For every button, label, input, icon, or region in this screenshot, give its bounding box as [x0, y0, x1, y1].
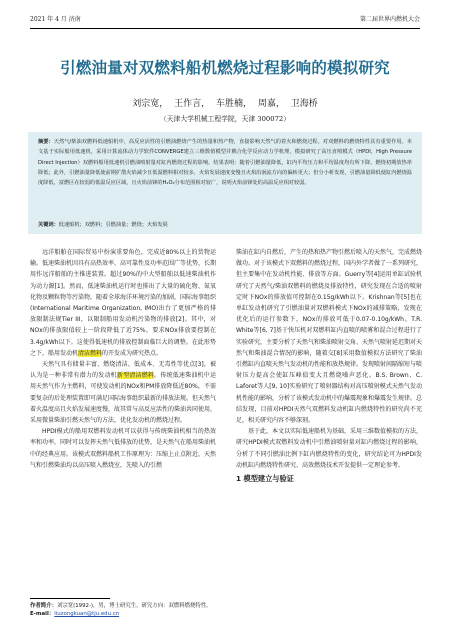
body-column-right [236, 247, 422, 484]
paragraph-text: HPDI模式的船用双燃料发动机可以获得与传统柴油机相当的热效率和功率，同时可以发挥天然气低排放的优势，是天然气在船用柴油机中的经典应用。该模式双燃料船机工作原理为：压缩上止点附近，天然气和引燃柴油均以高压喷入燃烧室，先喷入的引燃 [30, 428, 217, 469]
abstract-label: 摘要： [38, 139, 54, 145]
affiliation: （天津大学机械工程学院，天津 300072） [159, 115, 291, 123]
paragraph [236, 247, 422, 426]
abstract [38, 137, 412, 188]
author-list: 刘宗宽， 王作言， 车胜楠， 周嘉， 卫海桥 [132, 99, 318, 109]
paragraph-text: 柴油在缸内自燃后，产生的热和热产物引燃后喷入的天然气，完成燃烧做功。对于该模式下双燃料的燃烧过程，国内外学者做了一系列研究，但主要集中在发动机性能、排放等方面。Guerry等[4]运用单缸试验机研究了天然气/柴油双燃料的燃烧及排放特性，研究发现在合适的喷射定时下NOx的排放值可控制在0.15g/kWh以下。Krishnan等[5]也在单缸发动机研究了引燃油量对双燃料模式下NOx的减排策略，发现在优化后的运行参数下，NOx的排放可低于0.07-0.10g/kWh。T.R. White等[6, 7]基于快压机对双燃料缸内直喷的喷雾和混合过程进行了实验研究，主要分析了天然气和柴油喷射交角、天然气喷射延迟期对天然气和柴油混合情况的影响，随着交[8]采用数值模拟方法研究了柴油引燃缸内直喷天然气发动机的性能和放热规律。发现喷射间隔缩短与喷射压力提高会使缸压峰值变大且燃烧噪声恶化。B.S. Brown、C. Laforet等人[9, 10]实验研究了喷射器结构对高压喷射模式天然气发动机性能的影响，分析了该模式发动机中的爆震现象和爆震发生规律。总结发现，目前对HPDI天然气双燃料发动机缸内燃烧特性的研究尚不充足，相关研究内容不够深刻。 [236, 249, 423, 425]
keywords-text: 低速船机；双燃料；引燃油量；燃烧；火焰发展 [58, 222, 168, 228]
paragraph [30, 359, 216, 426]
section-heading: 1 模型建立与验证 [236, 474, 294, 484]
header-rule [30, 28, 420, 29]
paragraph [30, 247, 216, 359]
highlighted-text: 清洁燃料 [78, 349, 103, 357]
running-head [30, 14, 420, 26]
keywords-label: 关键词： [38, 222, 59, 228]
footnote [30, 602, 230, 618]
paragraph [236, 426, 422, 471]
abstract-text: 天然气/柴油双燃料低速船机中，高反应活性的引燃油燃烧产生的热量和热产物，直接影响天然气的着火和燃烧过程。对双燃料的燃烧特性具有重要作用。本文基于实际船用低速机，采用计算流体动力学软件CONVERGE建立三维数值模型并耦合化学反应动力学机理，模拟研究了高压直喷模式（HPDI，High Pressure Direct Injection）双燃料船用低速机引燃油喷射量对缸内燃烧过程的影响。结果表明：随着引燃油量降低，缸内平均压力和平均温度均有所下降，燃烧初期放热率降低；此外，引燃油量降低使前期扩散火焰减少且低温燃料相对较多，火焰发展速度变慢且火焰沿涡流方向的偏转更大；但分小析发现，引燃油量降低使缸内燃烧温度降低，富燃区在较弱的低温反应区域，且火焰前锋的H₂O₂分布范围相对较广，说明火焰前锋处的高温反应相对较弱。 [38, 139, 412, 187]
footnote-rule [30, 598, 110, 599]
running-head-date-location: 2021 年 4 月 济南 [30, 16, 81, 23]
paragraph-text: 基于此，本文以实际低速船机为基础，采用三维数值模拟的方法，研究HPDI模式双燃料发动机中引燃油喷射量对缸内燃烧过程的影响，分析了不同引燃油比例下缸内燃烧特性的变化，研究结论可为HPDI发动机缸内燃烧特性研究、高效燃烧技术开发提供一定理论参考。 [236, 428, 423, 469]
paragraph-text: 。传统低速柴油机中运用天然气作为主燃料，可使发动机的NOx和PM排放降低近80%，不需要复杂的后处理装置即可满足国际海事组织最新的排放法规。但天然气着火温度高且火焰发展速度慢，故其常与高反应活性的柴油共同使用，采用微量柴油引燃天然气的方法，优化发动机的燃烧过程。 [30, 372, 217, 425]
footnote-text: 刘宗宽(1992-)，男，博士研究生，研究方向：双燃料燃烧特性。 [56, 603, 212, 609]
body-column-left [30, 247, 216, 471]
highlighted-text: 新型清洁燃料 [116, 372, 155, 380]
paragraph-text: 的开发成为研究热点。 [102, 349, 163, 357]
email-label: E-mail： [30, 611, 55, 618]
paragraph [30, 426, 216, 471]
paragraph-text: 天然气具有储量丰富、燃烧清洁、低成本、无毒性等优点[3]，被认为是一种非常有潜力的发动机 [30, 361, 216, 380]
footnote-label: 作者简介： [30, 603, 57, 609]
keywords [38, 220, 412, 230]
paper-title: 引燃油量对双燃料船机燃烧过程影响的模拟研究 [60, 59, 390, 77]
running-head-conference: 第二届世界内燃机大会 [359, 16, 420, 23]
email-link[interactable]: liuzongkuan@tju.edu.cn [54, 611, 120, 618]
paragraph-text: 远洋船舶在国际贸易中扮演重要角色，完成近80%以上的货物运输。低速柴油机因具有高热效率、高可靠性及功率范围广等优势，长期用作远洋船舶的主推进装置。超过90%的中大型船舶以低速柴油机作为动力源[1]。然而，低速柴油机运行时也排出了大量的硫化物、氮氧化物及颗粒物等污染物，随着全球海洋环境污染的加剧，国际海事组织(International Maritime Organization, IMO)出台了更加严格的排放限制法规Tier III，以限制船用发动机污染物的排放[2]。其中，对NOx的排放限值较上一阶段降低了近75%，要求NOx排放要控制在3.4g/kWh以下。这使得低速机的排放控制面临巨大的调整。在此形势之下，船用发动机 [30, 249, 217, 357]
